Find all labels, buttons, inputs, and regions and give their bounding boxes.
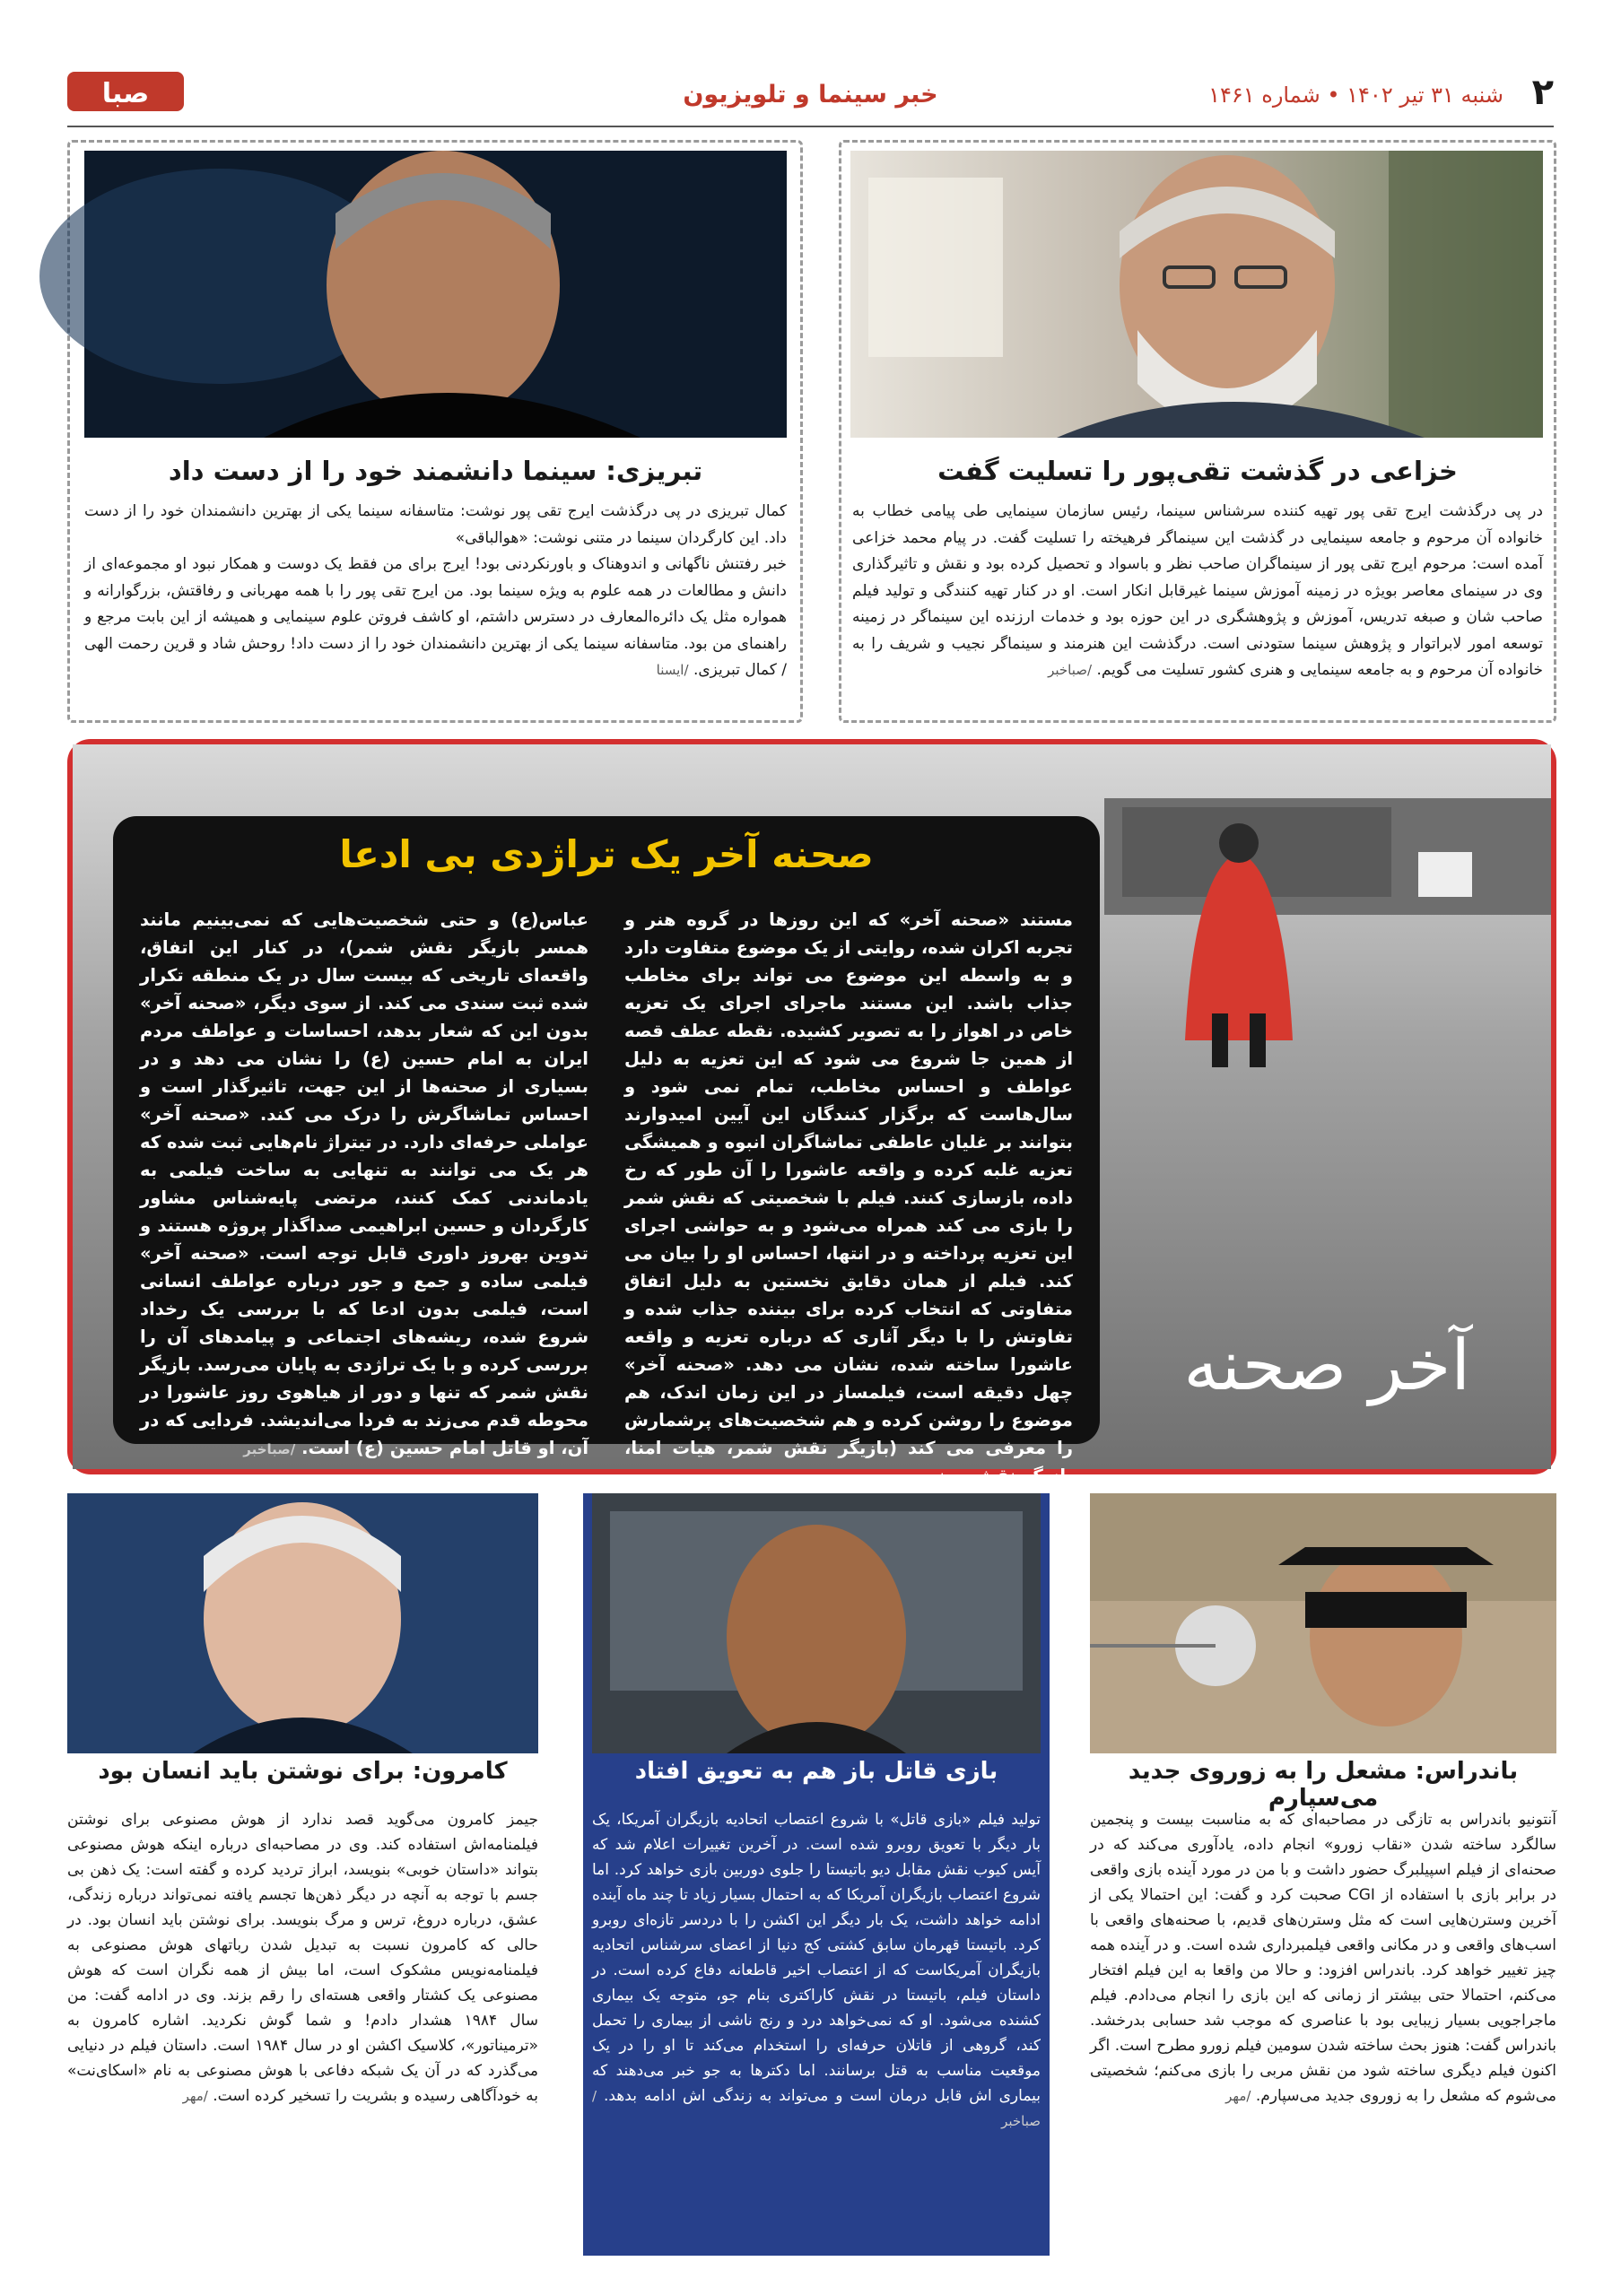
article-text-cameron: جیمز کامرون می‌گوید قصد ندارد از هوش مصنوعی برای نوشتن فیلمنامه‌اش استفاده کند. وی در مصاحبه‌ای درباره اینکه هوش مصنوعی بتواند «داستان خوبی» بنویسد، ابراز تردید کرده و گفته است: یک ذهن بی جسم با توجه به آنچه در دیگر ذهن‌ها تجسم یافته نمی‌تواند درباره زندگی، عشق، درباره دروغ، ترس و مرگ بنویسد. برای نوشتن باید انسان بود. در حالی که کامرون نسبت به تبدیل شدن رباتهای هوش مصنوعی به فیلمنامه‌نویس مشکوک است، اما بیش از همه نگران است که هوش مصنوعی یک کشتار واقعی هسته‌ای را رقم بزند. وی در ادامه گفت: من سال ۱۹۸۴ هشدار دادم! و شما گوش نکردید. اشاره کامرون به «ترمیناتور»، کلاسیک اکشن او در سال ۱۹۸۴ است. داستان فیلم در دنیایی می‌گذرد که در آن یک شبکه دفاعی با هوش مصنوعی به نام «اسکای‌نت» به خودآگاهی رسیده و بشریت را تسخیر کرده است. <box>67 1811 539 2105</box>
article-title-khazaei: خزاعی در گذشت تقی‌پور را تسلیت گفت <box>937 456 1458 486</box>
credit-cameron: /مهر <box>182 2088 208 2104</box>
article-text-tabrizi: خبر رفتنش ناگهانی و اندوهناک و باورنکردنی بود! ایرج برای من فقط یک دوست و همکار نبود او مجموعه‌ای از دانش و مطالعات در همه علوم به ویژه سینما بود. من ایرج تقی پور را با همه مهربانی و رفاقتش، بزرگوارانه و همواره مثل یک دائره‌المعارف در دسترس داشتم، او کاشف فروتن علوم سینمایی و همیشه از این بابت مرجع و راهنمای من بود. متاسفانه سینما یکی از بهترین دانشمندان خود را از دست داد! روحش شاد و قرین رحمت الهی / کمال تبریزی. <box>84 555 787 679</box>
feature-text-box <box>113 816 1100 1486</box>
photo-zorro <box>1090 1493 1556 1753</box>
photo-cameron <box>67 1493 538 1753</box>
page-number: ۲ <box>1531 72 1554 113</box>
article-body-banderas <box>1090 1807 1556 2109</box>
photo-bautista <box>592 1493 1041 1753</box>
article-body-cameron <box>67 1807 538 2109</box>
article-body-khazaei <box>852 499 1543 684</box>
credit-banderas: /مهر <box>1225 2088 1251 2104</box>
issue-dateline: شنبه ۳۱ تیر ۱۴۰۲ • شماره ۱۴۶۱ <box>1208 83 1503 108</box>
feature-text-left: عباس(ع) و حتی شخصیت‌هایی که نمی‌بینیم مانند همسر بازیگر نقش شمر)، در کنار این اتفاق، واقعه‌ای تاریخی که بیست سال در یک منطقه تکرار شده ثبت سندی می کند. از سوی دیگر، «صحنه آخر» بدون این که شعار بدهد، احساسات و عواطف مردم ایران به امام حسین (ع) را نشان می دهد و در بسیاری از صحنه‌ها از این جهت، تاثیرگذار است و احساس تماشاگرش را درک می کند. «صحنه آخر» عواملی حرفه‌ای دارد. در تیتراژ نام‌هایی ثبت شده که هر یک می توانند به تنهایی به ساخت فیلمی به یادماندنی کمک کنند، مرتضی پایه‌شناس مشاور کارگردان و حسین ابراهیمی صداگذار پروژه هستند و تدوین بهروز داوری قابل توجه است. «صحنه آخر» فیلمی ساده و جمع و جور درباره عواطف انسانی است، فیلمی بدون ادعا که با بررسی یک رخداد شروع شده، ریشه‌های اجتماعی و پیامدهای آن را بررسی کرده و با یک تراژدی به پایان می‌رسد. بازیگر نقش شمر که تنها و دور از هیاهوی روز عاشورا در محوطه قدم می‌زند به فردا می‌اندیشد. فردایی که در آن، او قاتل امام حسین (ع) است. <box>140 909 588 1458</box>
photo-taghipour <box>850 151 1543 438</box>
credit-killers-game: /صباخبر <box>592 2088 1041 2129</box>
article-text-killers-game: تولید فیلم «بازی قاتل» با شروع اعتصاب اتحادیه بازیگران آمریکا، یک بار دیگر با تعویق روبرو شده است. در آخرین تغییرات اعلام شد که آیس کیوب نقش مقابل دیو باتیستا را جلوی دوربین بازی خواهد کرد. اما شروع اعتصاب بازیگران آمریکا که به احتمال بسیار زیاد تا چند ماه آینده ادامه خواهد داشت، یک بار دیگر این اکشن را با دردسر تازه‌ای روبرو کرد. باتیستا قهرمان سابق کشتی کج دنیا از اعضای سرشناس اتحادیه بازیگران آمریکاست که از اعتصاب اخیر قاطعانه دفاع کرده است. در داستان فیلم، باتیستا در نقش کاراکتری بنام جو، متوجه یک بیماری کشنده می‌شود. او که نمی‌خواهد درد و رنج ناشی از بیماری را تحمل کند، گروهی از قاتلان حرفه‌ای را استخدام می‌کند تا او را در یک موقعیت مناسب به قتل برسانند. اما دکترها به جو خبر می‌دهند که بیماری اش قابل درمان است و می‌تواند به زندگی اش ادامه بدهد. <box>592 1811 1041 2105</box>
article-title-cameron: کامرون: برای نوشتن باید انسان بود <box>98 1758 508 1785</box>
feature-title: صحنه آخر یک تراژدی بی ادعا <box>339 832 874 876</box>
page-header <box>67 66 1554 129</box>
article-paragraph <box>84 552 787 684</box>
article-paragraph: کمال تبریزی در پی درگذشت ایرج تقی پور نوشت: متاسفانه سینما یکی از بهترین دانشمندان خود را از دست داد. این کارگردان سینما در متنی نوشت: «هوالباقی» <box>84 502 787 547</box>
newspaper-logo <box>67 68 184 117</box>
feature-panel <box>67 739 1556 1486</box>
article-title-killers-game: بازی قاتل باز هم به تعویق افتاد <box>634 1758 998 1785</box>
poster-title: آخر صحنه <box>1183 1326 1470 1406</box>
article-title-banderas: باندراس: مشعل را به زوروی جدید می‌سپارم <box>1128 1758 1519 1812</box>
photo-tabrizi <box>84 151 787 438</box>
feature-column-right: مستند «صحنه آخر» که این روزها در گروه هنر و تجربه اکران شده، روایتی از یک موضوع متفاوت دارد و به واسطه این موضوع می تواند برای مخاطب جذاب باشد. این مستند ماجرای اجرای یک تعزیه خاص در اهواز را به تصویر کشیده. نقطه عطف قصه از همین جا شروع می شود که این تعزیه به دلیل عواطف و احساس مخاطب، تمام نمی شود و سال‌هاست که برگزار کنندگان این آیین امیدوارند بتوانند بر غلیان عاطفی تماشاگران انبوه و همیشگی تعزیه غلبه کرده و واقعه عاشورا را آن طور که رخ داده، بازسازی کنند. فیلم با شخصیتی که نقش شمر را بازی می کند همراه می‌شود و به حواشی اجرای این تعزیه پرداخته و در انتها، احساس او را بیان می کند. فیلم از همان دقایق نخستین به دلیل اتفاق متفاوتی که انتخاب کرده برای بیننده جذاب شده و تفاوتش را با دیگر آثاری که درباره تعزیه و واقعه عاشورا ساخته شده، نشان می دهد. «صحنه آخر» چهل دقیقه است، فیلمساز در این زمان اندک، هم موضوع را روشن کرده و هم شخصیت‌های پرشمارش را معرفی می کند (بازیگر نقش شمر، هیات امنا، بازیگر نقش حضرت <box>624 909 1073 1486</box>
credit-tabrizi: /ایسنا <box>656 662 689 678</box>
feature-background <box>73 744 1551 1486</box>
article-title-tabrizi: تبریزی: سینما دانشمند خود را از دست داد <box>168 456 703 486</box>
article-text-khazaei: در پی درگذشت ایرج تقی پور تهیه کننده سرشناس سینما، رئیس سازمان سینمایی طی پیامی خطاب به خانواده آن مرحوم و جامعه سینمایی در گذشت این سینماگر فرهیخته را تسلیت گفت. در پیام محمد خزاعی آمده است: مرحوم ایرج تقی پور از سینماگران صاحب نظر و باسواد و تحصیل کرده بود و نقش و تاثیرگذاری وی در سینمای معاصر بویژه در زمینه آموزش سینما غیرقابل انکار است. او در کنار تهیه کنندگی و تولید فیلم صاحب شان و صبغه تدریس، آموزش و پژوهشگری در این حوزه بود و خدمات ارزنده این سینماگر در زمینه توسعه امور لابراتوار و پژوهش سینما ستودنی است. درگذشت این هنرمند و سینماگر نجیب و شریف را به خانواده آن مرحوم و به جامعه سینمایی و هنری کشور تسلیت می گویم. <box>852 502 1543 679</box>
credit-khazaei: /صباخبر <box>1048 662 1093 678</box>
feature-credit: /صباخبر <box>243 1441 296 1457</box>
svg-text:صبا: صبا <box>101 78 150 109</box>
section-title: خبر سینما و تلویزیون <box>683 81 938 109</box>
header-rule <box>67 126 1554 127</box>
article-body-tabrizi <box>84 499 787 684</box>
feature-column-left <box>140 906 588 1464</box>
article-text-banderas: آنتونیو باندراس به تازگی در مصاحبه‌ای که به مناسبت بیست و پنجمین سالگرد ساخته شدن «نقاب زورو» انجام داده، یادآوری می‌کند که در صحنه‌ای از فیلم اسپیلبرگ حضور داشت و با من در مورد آینده بازی واقعی در برابر بازی با استفاده از CGI صحبت کرد و گفت: این احتمالا یکی از آخرین وسترن‌هایی است که مثل وسترن‌های قدیم، با صحنه‌های واقعی با اسب‌های واقعی و در مکانی واقعی فیلمبرداری شده است. و در آینده همه چیز تغییر خواهد کرد. باندراس افزود: و حالا من واقعا به این فیلم افتخار می‌کنم، احتمالا حتی بیشتر از زمانی که این بازی را انجام می‌دادم. فیلم ماجراجویی بسیار زیبایی بود با عناصری که موجب شد حسابی بدرخشد. باندراس گفت: هنوز بحث ساخته شدن سومین فیلم زورو مطرح است. اگر اکنون فیلم دیگری ساخته شود من نقش مربی را بازی می‌کنم؛ شخصیتی می‌شوم که مشعل را به زوروی جدید می‌سپارم. <box>1090 1811 1557 2105</box>
article-body-killers-game <box>592 1807 1041 2134</box>
